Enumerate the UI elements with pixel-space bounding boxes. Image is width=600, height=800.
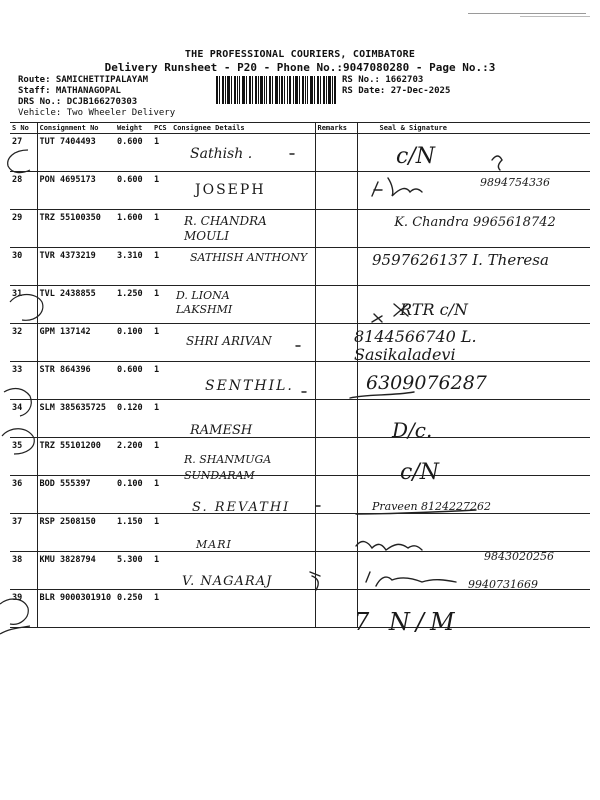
cell-weight: 1.600 — [115, 210, 152, 248]
consignee-handwriting: JOSEPH — [195, 182, 266, 198]
signature-stroke — [394, 304, 408, 316]
cell-sno: 29 — [10, 210, 37, 248]
cell-sno: 32 — [10, 324, 37, 362]
consignee-handwriting: Sathish . — [190, 146, 253, 162]
signature-stroke — [372, 314, 382, 322]
cell-sno: 30 — [10, 248, 37, 286]
consignee-handwriting: D. LIONA LAKSHMI — [176, 289, 233, 316]
cell-pcs: 1 — [152, 362, 171, 400]
cell-consignment-no: SLM 385635725 — [37, 400, 115, 438]
cell-pcs: 1 — [152, 552, 171, 590]
rs-date: RS Date: 27-Dec-2025 — [342, 86, 451, 96]
seal-handwriting: 9894754336 — [480, 176, 550, 189]
seal-handwriting: 9843020256 — [484, 550, 554, 563]
cell-weight: 1.150 — [115, 514, 152, 552]
staff-label: Staff: MATHANAGOPAL — [18, 86, 121, 96]
col-header-remarks: Remarks — [315, 123, 357, 134]
cell-consignment-no: TUT 7404493 — [37, 134, 115, 172]
cell-consignment-no: BLR 9000301910 — [37, 590, 115, 628]
cell-weight: 0.100 — [115, 324, 152, 362]
cell-sno: 33 — [10, 362, 37, 400]
cell-sno: 28 — [10, 172, 37, 210]
cell-sno: 39 — [10, 590, 37, 628]
signature-stroke — [366, 572, 456, 586]
row-circle-mark — [0, 599, 28, 624]
rs-number: RS No.: 1662703 — [342, 75, 424, 85]
consignee-handwriting: S. REVATHI — [192, 500, 291, 515]
cell-weight: 0.120 — [115, 400, 152, 438]
company-title: THE PROFESSIONAL COURIERS, COIMBATORE — [184, 49, 416, 60]
seal-handwriting: 6309076287 — [366, 372, 487, 394]
seal-handwriting: c/N — [396, 144, 435, 169]
cell-sno: 37 — [10, 514, 37, 552]
cell-weight: 2.200 — [115, 438, 152, 476]
signature-stroke — [356, 510, 476, 514]
col-header-consignment: Consignment No — [37, 123, 115, 134]
row-circle-mark — [2, 429, 34, 454]
cell-weight: 0.600 — [115, 362, 152, 400]
cell-pcs: 1 — [152, 476, 171, 514]
cell-consignment-no: TVL 2438855 — [37, 286, 115, 324]
signature-stroke — [356, 542, 422, 550]
consignee-handwriting: R. SHANMUGA SUNDARAM — [184, 453, 272, 482]
cell-consignment-no: STR 864396 — [37, 362, 115, 400]
cell-sno: 34 — [10, 400, 37, 438]
cell-weight: 0.100 — [115, 476, 152, 514]
col-header-seal: Seal & Signature — [357, 123, 590, 134]
signature-stroke — [350, 392, 414, 398]
cell-pcs: 1 — [152, 438, 171, 476]
consignee-handwriting: MARI — [196, 538, 232, 551]
cell-pcs: 1 — [152, 324, 171, 362]
col-header-sno: S No — [10, 123, 37, 134]
cell-pcs: 1 — [152, 248, 171, 286]
seal-handwriting: c/N — [400, 460, 439, 485]
seal-handwriting: Praveen 8124227262 — [372, 500, 492, 513]
cell-pcs: 1 — [152, 134, 171, 172]
cell-weight: 3.310 — [115, 248, 152, 286]
seal-handwriting: K. Chandra 9965618742 — [394, 215, 556, 230]
cell-sno: 35 — [10, 438, 37, 476]
signature-stroke — [310, 572, 320, 590]
runsheet-subtitle: Delivery Runsheet - P20 - Phone No.:9047080280 - Page No.:3 — [104, 61, 496, 74]
cell-consignment-no: GPM 137142 — [37, 324, 115, 362]
consignee-handwriting: RAMESH — [190, 423, 253, 438]
cell-consignment-no: KMU 3828794 — [37, 552, 115, 590]
cell-sno: 38 — [10, 552, 37, 590]
seal-handwriting: RTR c/N — [400, 300, 468, 319]
drs-number: DRS No.: DCJB166270303 — [18, 97, 138, 107]
cell-consignment-no: TRZ 55100350 — [37, 210, 115, 248]
consignee-handwriting: R. CHANDRA MOULI — [184, 214, 267, 243]
signature-stroke — [372, 178, 422, 196]
row-circle-mark — [0, 626, 30, 634]
seal-handwriting: 9940731669 — [468, 578, 538, 591]
row-circle-mark — [8, 150, 30, 173]
col-header-weight: Weight — [115, 123, 152, 134]
cell-pcs: 1 — [152, 514, 171, 552]
seal-handwriting: 9597626137 I. Theresa — [372, 251, 549, 269]
consignee-handwriting: SHRI ARIVAN — [186, 334, 272, 348]
row-circle-mark — [4, 389, 31, 416]
cell-consignment-no: TVR 4373219 — [37, 248, 115, 286]
cell-consignment-no: RSP 2508150 — [37, 514, 115, 552]
cell-weight: 0.250 — [115, 590, 152, 628]
signature-stroke — [492, 156, 502, 170]
cell-weight: 0.600 — [115, 134, 152, 172]
seal-handwriting: 8144566740 L. Sasikaladevi — [354, 327, 477, 364]
cell-sno: 36 — [10, 476, 37, 514]
route-label: Route: SAMICHETTIPALAYAM — [18, 75, 149, 85]
cell-weight: 0.600 — [115, 172, 152, 210]
cell-weight: 5.300 — [115, 552, 152, 590]
cell-consignment-no: BOD 555397 — [37, 476, 115, 514]
cell-sno: 31 — [10, 286, 37, 324]
seal-handwriting: D/c. — [392, 418, 433, 442]
consignee-handwriting: SENTHIL. — [205, 378, 294, 394]
col-header-consignee: Consignee Details — [171, 123, 315, 134]
consignee-handwriting: SATHISH ANTHONY — [190, 251, 308, 264]
consignee-handwriting: V. NAGARAJ — [182, 574, 273, 589]
cell-pcs: 1 — [152, 400, 171, 438]
col-header-pcs: PCS — [152, 123, 171, 134]
cell-pcs: 1 — [152, 172, 171, 210]
cell-pcs: 1 — [152, 590, 171, 628]
cell-pcs: 1 — [152, 286, 171, 324]
cell-sno: 27 — [10, 134, 37, 172]
cell-pcs: 1 — [152, 210, 171, 248]
cell-consignment-no: PON 4695173 — [37, 172, 115, 210]
row-circle-mark — [10, 295, 43, 321]
vehicle-label: Vehicle: Two Wheeler Delivery — [18, 108, 176, 118]
seal-handwriting: 7 N/M — [354, 608, 461, 636]
cell-weight: 1.250 — [115, 286, 152, 324]
cell-consignment-no: TRZ 55101200 — [37, 438, 115, 476]
